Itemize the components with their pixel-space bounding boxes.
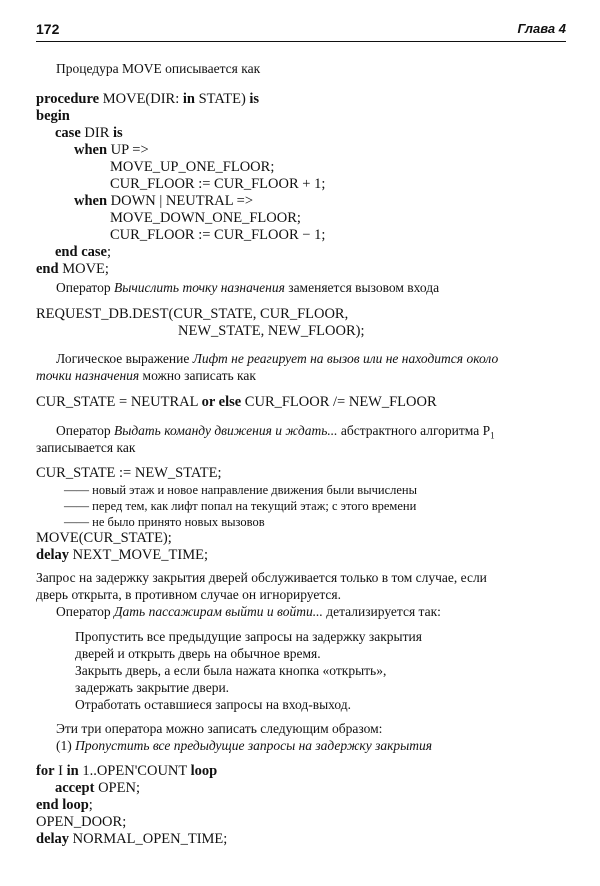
code-open-door: OPEN_DOOR;: [36, 814, 127, 830]
code-begin: begin: [36, 108, 70, 124]
para-command-before: Оператор: [56, 423, 114, 438]
step-line: Отработать оставшиеся запросы на вход-выход.: [75, 697, 352, 712]
page-number: 172: [36, 21, 60, 37]
para-logic-line1: [56, 350, 498, 367]
kw-when: when: [74, 193, 108, 209]
code-delay-next: [36, 547, 208, 564]
kw-for: for: [36, 763, 55, 779]
kw-case-is: is: [113, 125, 123, 141]
case-expr: DIR: [80, 125, 113, 141]
para-logic-italic1: Лифт не реагирует на вызов или не находится около: [192, 351, 499, 366]
end-case-semi: ;: [106, 244, 111, 260]
code-comment-3: —— не было принято новых вызовов: [64, 515, 265, 529]
para-compute-after: заменяется вызовом входа: [284, 280, 440, 295]
kw-in: in: [182, 91, 195, 107]
code-comment-2: —— перед тем, как лифт попал на текущий этаж; с этого времени: [64, 499, 417, 513]
proc-signature: MOVE(DIR:: [102, 91, 183, 107]
kw-delay: delay: [36, 831, 70, 847]
code-end-move: [36, 261, 109, 278]
code-for-loop: [36, 763, 217, 780]
when-up-expr: UP =>: [107, 142, 149, 158]
kw-end: end: [36, 261, 59, 277]
code-request-line1: REQUEST_DB.DEST(CUR_STATE, CUR_FLOOR,: [36, 306, 349, 322]
end-loop-semi: ;: [88, 797, 93, 813]
kw-or-else: or else: [201, 394, 242, 410]
step-line: дверей и открыть дверь на обычное время.: [75, 646, 321, 661]
intro-text: Процедура MOVE описывается как: [56, 61, 261, 76]
code-accept: [55, 780, 140, 797]
delay-normal-expr: NORMAL_OPEN_TIME;: [69, 831, 228, 847]
loop-range: 1..OPEN'COUNT: [78, 763, 191, 779]
para-logic-after: можно записать как: [139, 368, 256, 383]
delay-next-expr: NEXT_MOVE_TIME;: [69, 547, 208, 563]
para-logic-before: Логическое выражение: [56, 351, 193, 366]
step-line: Пропустить все предыдущие запросы на задержку закрытия: [75, 629, 422, 644]
para-command-italic: Выдать команду движения и ждать...: [113, 423, 338, 438]
step-line: Закрыть дверь, а если была нажата кнопка «открыть»,: [75, 663, 387, 678]
para-three-line1: Эти три оператора можно записать следующим образом:: [56, 721, 383, 736]
para-logic-italic2: точки назначения: [36, 368, 140, 383]
kw-case: case: [55, 125, 81, 141]
code-floor-dec: CUR_FLOOR := CUR_FLOOR − 1;: [110, 227, 326, 243]
para-door-before: Оператор: [56, 604, 114, 619]
para-three-line2: [56, 737, 432, 754]
kw-delay: delay: [36, 547, 70, 563]
kw-end-loop: end loop: [36, 797, 89, 813]
kw-loop: loop: [190, 763, 218, 779]
para-compute-before: Оператор: [56, 280, 114, 295]
para-compute: [56, 279, 439, 296]
code-comment-1: —— новый этаж и новое направление движения были вычислены: [64, 483, 417, 497]
para-command-after: абстрактного алгоритма P: [337, 423, 491, 438]
condition-left: CUR_STATE = NEUTRAL: [36, 394, 202, 410]
para-logic-line2: [36, 367, 256, 384]
when-down-expr: DOWN | NEUTRAL =>: [107, 193, 254, 209]
code-when-down: [74, 193, 253, 210]
end-name: MOVE;: [58, 261, 109, 277]
para-command-line1: [56, 422, 495, 439]
code-when-up: [74, 142, 149, 159]
para-door-line1: Запрос на задержку закрытия дверей обслуживается только в том случае, если: [36, 570, 487, 585]
para-door-italic: Дать пассажирам выйти и войти...: [113, 604, 323, 619]
code-move-up: MOVE_UP_ONE_FLOOR;: [110, 159, 275, 175]
kw-accept: accept: [55, 780, 95, 796]
code-move-call: MOVE(CUR_STATE);: [36, 530, 172, 546]
code-case-line: [55, 125, 123, 142]
chapter-title: Глава 4: [517, 21, 566, 36]
code-floor-inc: CUR_FLOOR := CUR_FLOOR + 1;: [110, 176, 326, 192]
code-state-assign: CUR_STATE := NEW_STATE;: [36, 465, 222, 481]
para-compute-italic: Вычислить точку назначения: [113, 280, 285, 295]
kw-procedure: procedure: [36, 91, 100, 107]
code-move-down: MOVE_DOWN_ONE_FLOOR;: [110, 210, 301, 226]
kw-end-case: end case: [55, 244, 107, 260]
code-end-loop: [36, 797, 93, 814]
code-end-case: [55, 244, 111, 261]
accept-expr: OPEN;: [94, 780, 140, 796]
page-header: [36, 21, 566, 42]
para-command-line2: записывается как: [36, 440, 136, 455]
para-door-line3: [56, 603, 441, 620]
para-three-num: (1): [56, 738, 76, 753]
para-command-subscript: 1: [490, 430, 495, 441]
proc-type: STATE): [194, 91, 250, 107]
code-condition: [36, 394, 437, 411]
kw-is: is: [249, 91, 260, 107]
para-door-after: детализируется так:: [322, 604, 441, 619]
code-delay-normal: [36, 831, 227, 848]
para-door-line2: дверь открыта, в противном случае он игнорируется.: [36, 587, 341, 602]
step-line: задержать закрытие двери.: [75, 680, 230, 695]
kw-in: in: [66, 763, 79, 779]
kw-when: when: [74, 142, 108, 158]
code-procedure-line: [36, 91, 259, 108]
loop-var: I: [54, 763, 67, 779]
condition-right: CUR_FLOOR /= NEW_FLOOR: [241, 394, 437, 410]
para-three-italic: Пропустить все предыдущие запросы на задержку закрытия: [75, 738, 433, 753]
code-request-line2: NEW_STATE, NEW_FLOOR);: [178, 323, 365, 339]
